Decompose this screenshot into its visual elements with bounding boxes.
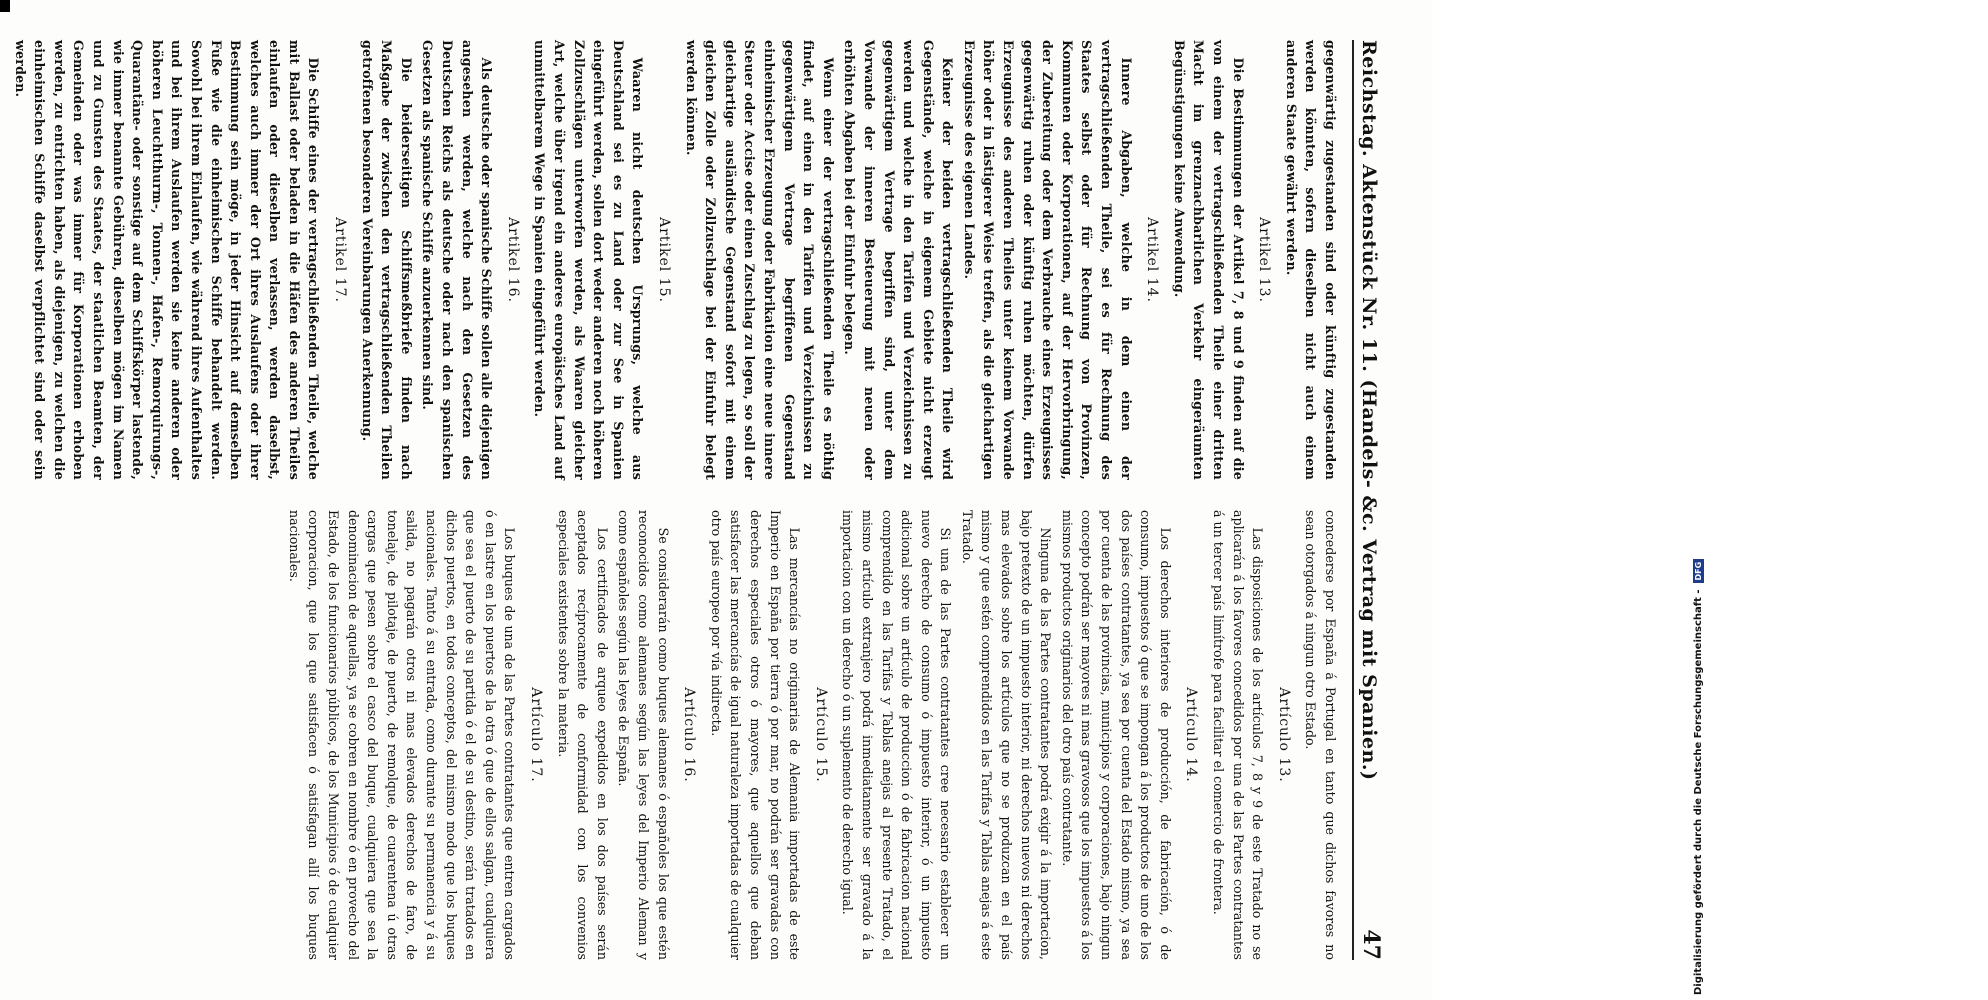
article-heading: Artikel 16.	[504, 217, 521, 303]
paragraph: Las mercancías no originarias de Alemania importadas de este Imperio en España por tierra ó por mar, no podrán ser gravadas con derechos especiales otros ó mayores, que aquellos que deban satisfacer las mercancías de igual naturaleza importadas de cualquier otro país europeo por vía indirecta.	[708, 510, 803, 960]
corner-mark	[0, 0, 10, 12]
paragraph: Los buques de una de las Partes contratantes que entren cargados ó en lastre en los puertos de la otra ó que de ellos salgan, cualquiera que sea el puerto de su partida ó el de su destino, serán tratados en dichos puertos, en todos conceptos, del mismo modo que los buques nacionales. Tanto á su entrada, como durante su permanencia y á su salida, no pagarán otros ni mas elevados derechos de faro, de tonelaje, de pilotaje, de puerto, de remolque, de cuarentena ú otras cargas que pesen sobre el casco del buque, cualquiera que sea la denominacion de aquellas, ya se cobren en nombre ó en provecho del Estado, de los funcionarios públicos, de los Municipios ó de cualquier corporacion, que los que satisfacen ó satisfagan allí los buques nacionales.	[286, 510, 518, 960]
paragraph: Die Schiffe eines der vertragschließenden Theile, welche mit Ballast oder beladen in die Häfen des anderen Theiles einlaufen oder dieselben verlassen, werden daselbst, welches auch immer der Ort ihres Auslaufens oder ihrer Bestimmung sein möge, in jeder Hinsicht auf demselben Fuße wie die einheimischen Schiffe behandelt werden. Sowohl bei ihrem Einlaufen, wie während ihres Aufenthaltes und bei ihrem Auslaufen werden sie keine anderen oder höheren Leuchtthurm-, Tonnen-, Hafen-, Remorquirungs-, Quarantäne- oder sonstige auf dem Schiffskörper lastende, wie immer benannte Gebühren, dieselben mögen im Namen und zu Gunsten des Staates, der staatlichen Beamten, der Gemeinden oder was immer für Korporationen erhoben werden, zu entrichten haben, als diejenigen, zu welchen die einheimischen Schiffe daselbst verpflichtet sind oder sein werden.	[12, 40, 322, 480]
page-number: 47	[1358, 929, 1384, 960]
page-header	[1352, 40, 1392, 960]
paragraph: concederse por España á Portugal en tanto que dichos favores no sean otorgados á ningun otro Estado.	[1303, 510, 1338, 960]
paragraph: Innere Abgaben, welche in dem einen der vertragschließenden Theile, sei es für Rechnung des Staates selbst oder für Rechnung von Provinzen, Kommunen oder Korporationen, auf der Hervorbringung, der Zubereitung oder dem Verbrauche eines Erzeugnisses gegenwärtig ruhen oder künftig ruhen möchten, dürfen Erzeugnisse des anderen Theiles unter keinem Vorwande höher oder in lästigerer Weise treffen, als die gleichartigen Erzeugnisse des eigenen Landes.	[961, 40, 1134, 480]
paragraph: Si una de las Partes contratantes cree necesario establecer un nuevo derecho de consumo ó impuesto interior, ó un impuesto adicional sobre un artículo de produccion ó de fabricacion nacional comprendido en las Tarifas y Tablas anejas al presente Tratado, el mismo artículo extranjero podrá inmediatamente ser gravado á la importacion con un derecho ó un suplemento de derecho igual.	[840, 510, 954, 960]
paragraph: Las disposiciones de los artículos 7, 8 y 9 de este Tratado no se aplicarán á los favores concedidos por una de las Partes contratantes á un tercer país limítrofe para facilitar el comercio de frontera.	[1211, 510, 1266, 960]
article-heading: Artículo 15.	[812, 687, 829, 783]
article-heading: Artikel 17.	[332, 217, 349, 303]
paragraph: Ninguna de las Partes contratantes podrá exigir á la importacion, bajo pretexto de un impuesto interior, ni derechos nuevos ni derechos mas elevados sobre los artículos que no se produzcan en el país mismo y que estén comprendidos en las Tarifas y Tablas anejas á este Tratado.	[959, 510, 1054, 960]
article-heading: Artikel 15.	[656, 217, 672, 303]
page-title: Reichstag. Aktenstück Nr. 11. (Handels- &c. Vertrag mit Spanien.)	[1358, 40, 1380, 781]
paragraph: Die Bestimmungen der Artikel 7, 8 und 9 finden auf die von einem der vertragschließenden Theile einer dritten Macht im grenznachbarlichen Verkehr eingeräumten Begünstigungen keine Anwendung.	[1171, 40, 1246, 480]
spanish-column	[282, 510, 1340, 960]
article-heading: Artikel 14.	[1144, 217, 1161, 303]
article-heading: Artículo 14.	[1183, 687, 1200, 783]
paragraph: gegenwärtig zugestanden sind oder künftig zugestanden werden könnten, sofern dieselben nicht auch einem anderen Staate gewährt werden.	[1283, 40, 1338, 480]
article-heading: Artikel 13.	[1256, 217, 1273, 303]
article-heading: Artículo 17.	[528, 687, 545, 783]
paragraph: Als deutsche oder spanische Schiffe sollen alle diejenigen angesehen werden, welche nach den Gesetzen des Deutschen Reichs als deutsche oder nach den spanischen Gesetzen als spanische Schiffe anzuerkennen sind.	[420, 40, 495, 480]
article-heading: Artículo 16.	[681, 687, 698, 783]
paragraph: Se considerarán como buques alemanes ó españoles los que estén reconocidos como alemanes según las leyes del Imperio Aleman y como españoles según las leyes de España.	[616, 510, 671, 960]
paragraph: Wenn einer der vertragschließenden Theile es nöthig findet, auf einen in den Tarifen und Verzeichnissen zu gegenwärtigem Vertrage begriffenen Gegenstand einheimischer Erzeugung oder Fabrikation eine neue innere Steuer oder Accise oder einen Zuschlag zu legen, so soll der gleichartige ausländische Gegenstand sofort mit einem gleichen Zolle oder Zollzuschlage bei der Einfuhr belegt werden können.	[683, 40, 836, 480]
paragraph: Los certificados de arqueo expedidos en los dos países serán aceptados recíprocamente de conformidad con los convenios especiales existentes sobre la materia.	[555, 510, 610, 960]
credit-text: Digitalisierung gefördert durch die Deutsche Forschungsgemeinschaft -	[1692, 589, 1704, 995]
article-heading: Artículo 13.	[1275, 687, 1292, 783]
paragraph: Waaren nicht deutschen Ursprungs, welche aus Deutschland sei es zu Land oder zur See in Spanien eingeführt werden, sollen dort weder anderen noch höheren Zollzuschlägen unterworfen werden, als Waaren gleicher Art, welche über irgend ein anderes europäisches Land auf unmittelbarem Wege in Spanien eingeführt werden.	[532, 40, 646, 480]
german-column	[8, 40, 1340, 480]
dfg-logo: DFG	[1693, 559, 1704, 584]
paragraph: Die beiderseitigen Schiffsmeßbriefe finden nach Maßgabe der zwischen den vertragschließenden Theilen getroffenen besonderen Vereinbarungen Anerkennung.	[359, 40, 414, 480]
paragraph: Los derechos interiores de producción, de fabricación, ó de consumo, impuestos ó que se impongan á los productos de uno de los dos países contratantes, ya sea por cuenta del Estado mismo, ya sea por cuenta de las provincias, municipios y corporaciones, bajo ningun concepto podrán ser mayores ni mas gravosos que los impuestos á los mismos productos originarios del otro país contratante.	[1059, 510, 1173, 960]
rotated-sheet	[12, 40, 1392, 960]
digitization-credit	[1408, 561, 1988, 995]
paragraph: Keiner der beiden vertragschließenden Theile wird Gegenstände, welche in eigenem Gebiete nicht erzeugt werden und welche in den Tarifen und Verzeichnissen zu gegenwärtigem Vertrage begriffen sind, unter dem Vorwande der inneren Besteuerung mit neuen oder erhöhten Abgaben bei der Einfuhr belegen.	[842, 40, 956, 480]
